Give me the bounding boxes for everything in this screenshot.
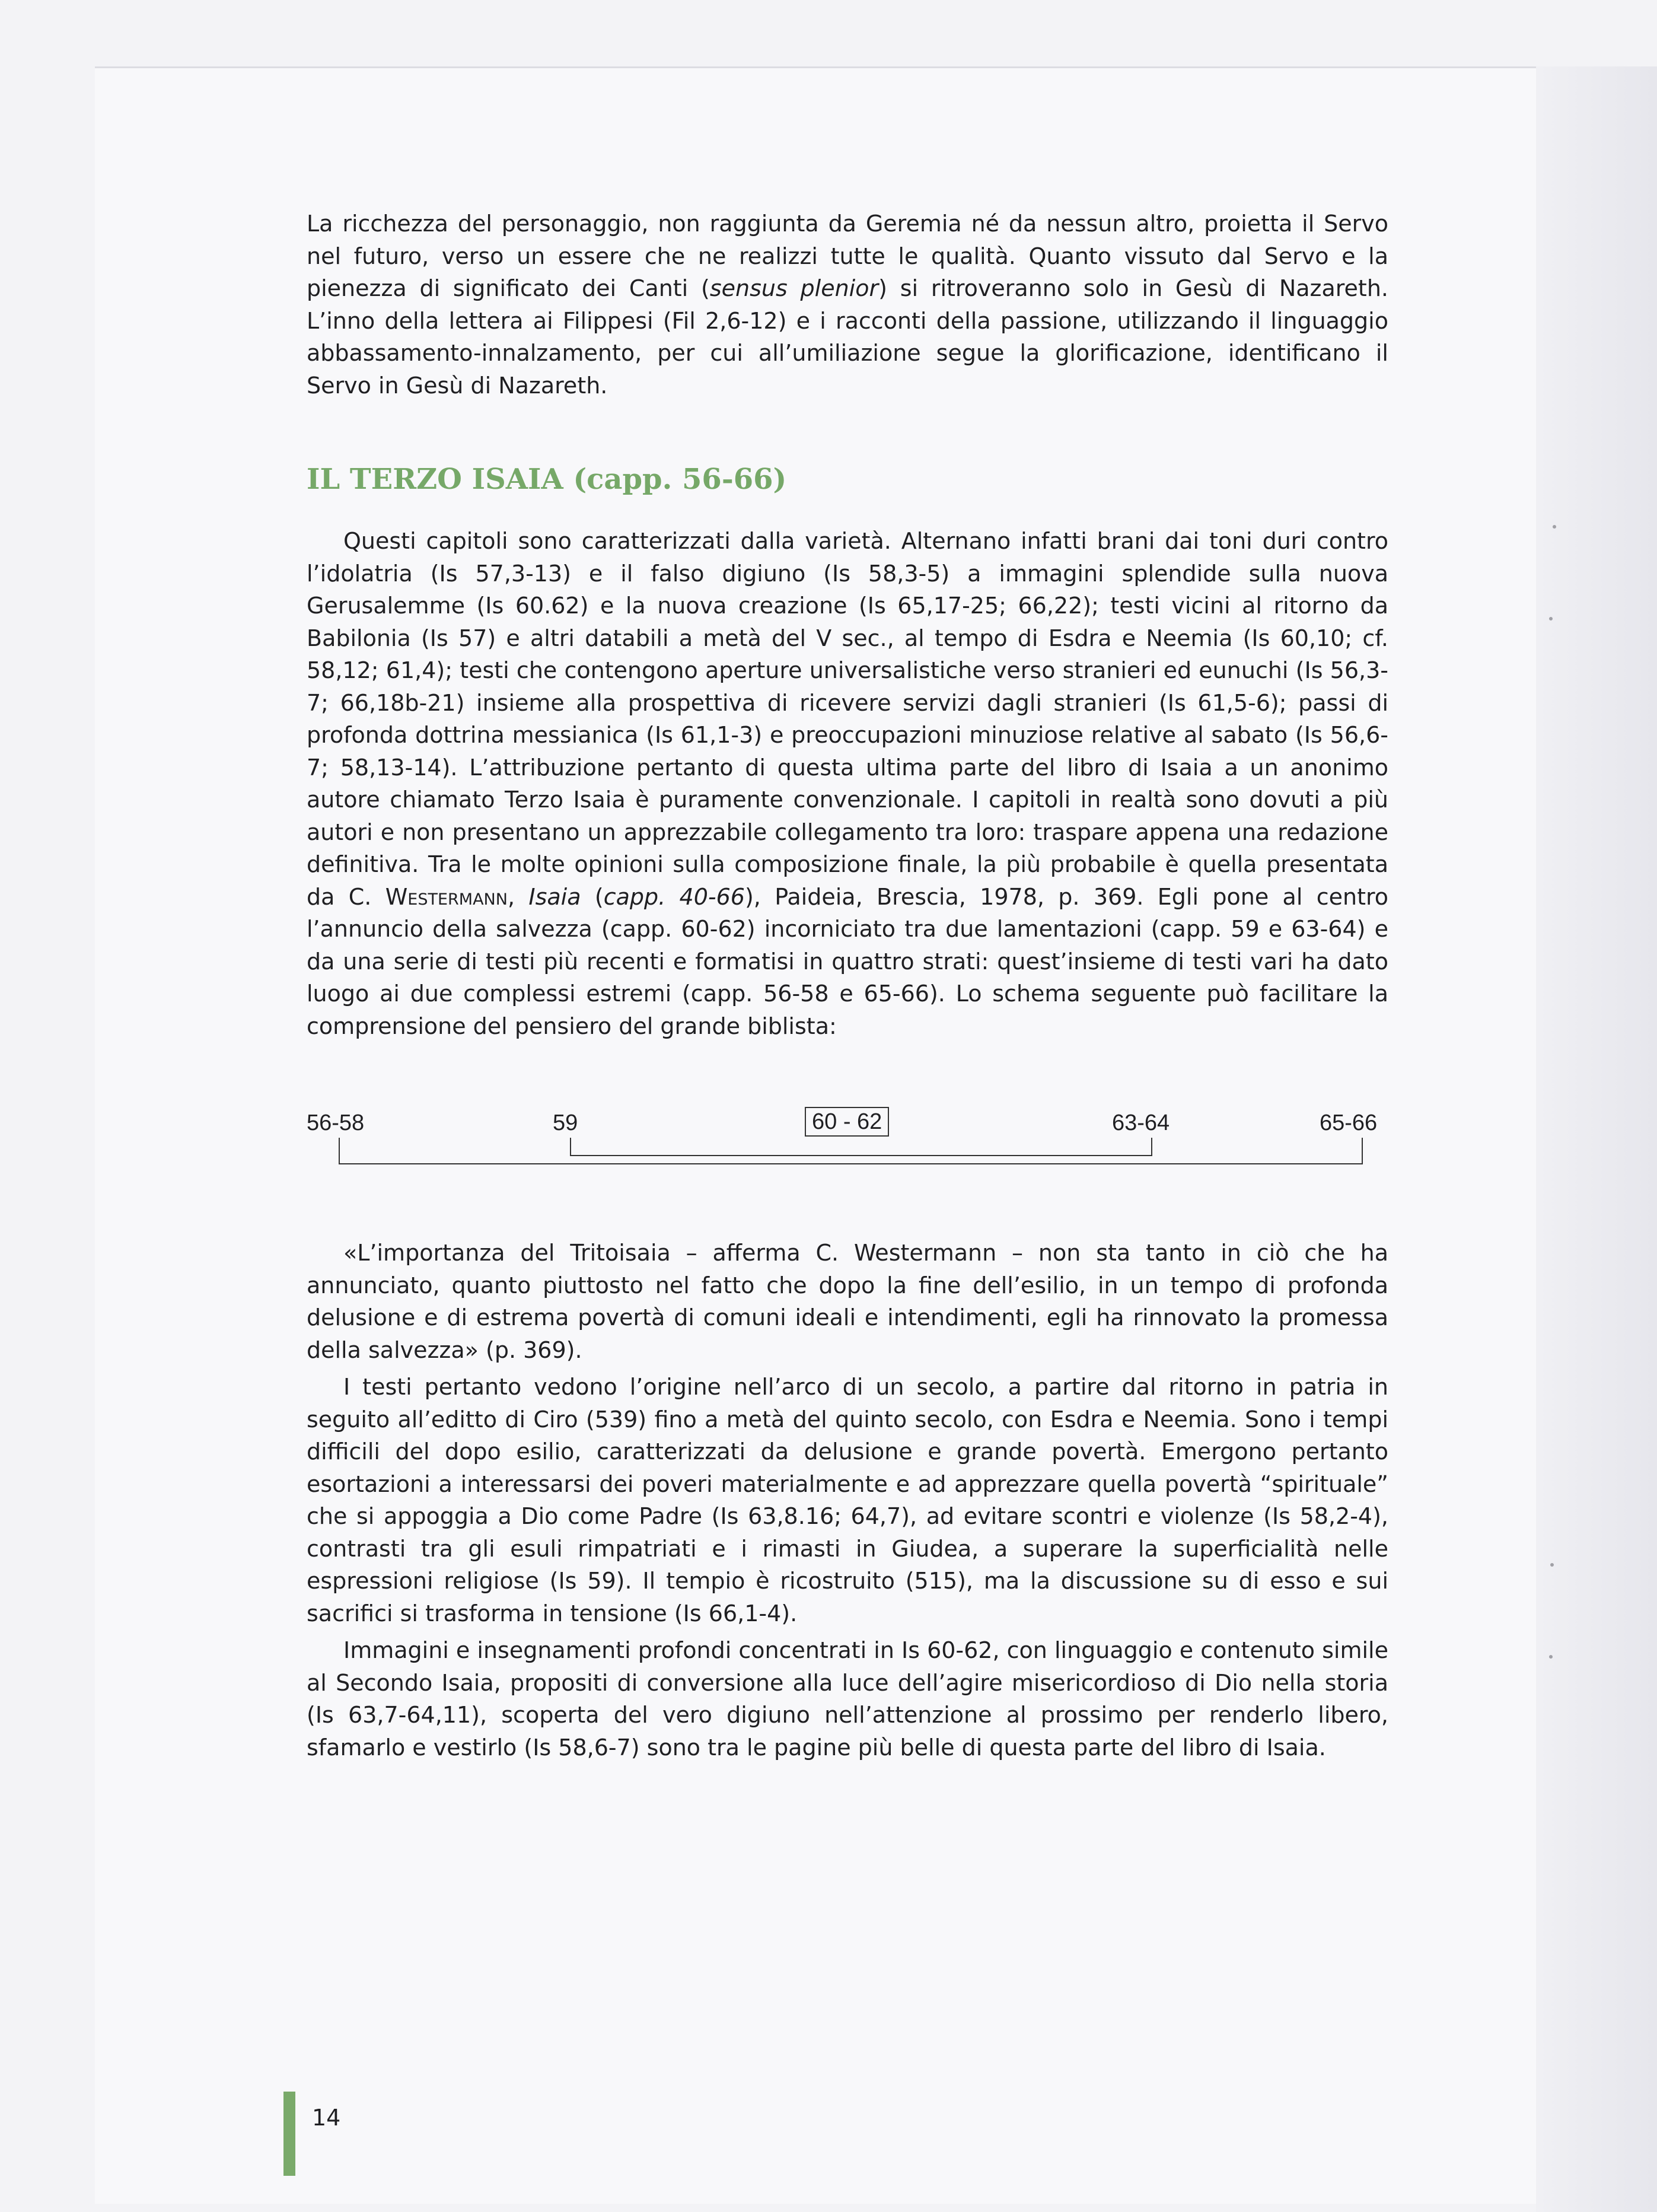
inner-bracket	[571, 1138, 1152, 1156]
section-title: IL TERZO ISAIA (capp. 56-66)	[307, 463, 787, 496]
page-curl-shadow	[1536, 66, 1657, 2212]
page-number: 14	[312, 2105, 341, 2131]
body-section-2	[307, 1237, 1388, 1764]
scan-dot	[1549, 1655, 1553, 1659]
schema-label-63-64: 63-64	[1112, 1110, 1170, 1135]
page-number-bar	[283, 2092, 295, 2176]
body-paragraph-1	[307, 525, 1388, 1042]
schema-label-65-66: 65-66	[1320, 1110, 1378, 1135]
schema-label-56-58: 56-58	[307, 1110, 365, 1135]
chapter-schema	[307, 1109, 1388, 1175]
intro-italic-term: sensus plenior	[709, 275, 879, 301]
scan-dot	[1549, 617, 1553, 620]
body1-sep-1: ,	[507, 883, 529, 910]
body-paragraph-2: I testi pertanto vedono l’origine nell’arco di un secolo, a partire dal ritorno in patria in seguito all’editto di Ciro (539) fino a metà del quinto secolo, con Esdra e Neemia. Sono i tempi difficili del dopo esilio, caratterizzati da delusione e grande povertà. Emergono pertanto esortazioni a interessarsi dei poveri materialmente e ad apprezzare quella povertà “spirituale” che si appoggia a Dio come Padre (Is 63,8.16; 64,7), ad evitare scontri e violenze (Is 58,2-4), contrasti tra gli esuli rimpatriati e i rimasti in Giudea, a superare la superficialità nelle espressioni religiose (Is 59). Il tempio è ricostruito (515), ma la discussione su di esso e sui sacrifici si trasforma in tensione (Is 66,1-4).	[307, 1374, 1388, 1627]
book-title: Isaia	[528, 883, 581, 910]
body-paragraph-3: Immagini e insegnamenti profondi concentrati in Is 60-62, con linguaggio e contenuto simile al Secondo Isaia, propositi di conversione alla luce dell’agire misericordioso di Dio nella storia (Is 63,7-64,11), scoperta del vero digiuno nell’attenzione al prossimo per renderlo libero, sfamarlo e vestirlo (Is 58,6-7) sono tra le pagine più belle di questa parte del libro di Isaia.	[307, 1637, 1388, 1761]
schema-label-59: 59	[553, 1110, 578, 1135]
body1-text-a: Questi capitoli sono caratterizzati dalla varietà. Alternano infatti brani dai toni duri contro l’idolatria (Is 57,3-13) e il falso digiuno (Is 58,3-5) a immagini splendide sulla nuova Gerusalemme (Is 60.62) e la nuova creazione (Is 65,17-25; 66,22); testi vicini al ritorno da Babilonia (Is 57) e altri databili a metà del V sec., al tempo di Esdra e Neemia (Is 60,10; cf. 58,12; 61,4); testi che contengono aperture universalistiche verso stranieri ed eunuchi (Is 56,3-7; 66,18b-21) insieme alla prospettiva di ricevere servizi dagli stranieri (Is 61,5-6); passi di profonda dottrina messianica (Is 61,1-3) e preoccupazioni minuziose relative al sabato (Is 56,6-7; 58,13-14). L’attribuzione pertanto di questa ultima parte del libro di Isaia a un anonimo autore chiamato Terzo Isaia è puramente convenzionale. I capitoli in realtà sono dovuti a più autori e non presentano un apprezzabile collegamento tra loro: traspare appena una redazione definitiva. Tra le molte opinioni sulla composizione finale, la più probabile è quella presentata da C.	[307, 528, 1388, 910]
body1-sep-2: (	[581, 883, 604, 910]
intro-paragraph	[307, 208, 1388, 402]
body1-text-b: ), Paideia, Brescia, 1978, p. 369. Egli pone al centro l’annuncio della salvezza (capp. 60-62) incorniciato tra due lamentazioni (capp. 59 e 63-64) e da una serie di testi più recenti e formatisi in quattro strati: quest’insieme di testi vari ha dato luogo ai due complessi estremi (capp. 56-58 e 65-66). Lo schema seguente può facilitare la comprensione del pensiero del grande biblista:	[307, 883, 1389, 1039]
schema-label-60-62: 60 - 62	[805, 1107, 889, 1137]
scan-dot	[1553, 525, 1556, 529]
book-chapters: capp. 40-66	[603, 883, 745, 910]
author-name: Westermann	[385, 883, 508, 910]
intro-text-1: La ricchezza del personaggio, non raggiunta da Geremia né da nessun altro, proietta il Servo nel futuro, verso un essere che ne realizzi tutte le qualità. Quanto vissuto dal Servo e la pienezza di significato dei Canti (	[307, 211, 1388, 301]
intro-text-2: ) si ritroveranno solo in Gesù di Nazareth. L’inno della lettera ai Filippesi (Fil 2,6-12) e i racconti della passione, utilizzando il linguaggio abbassamento-innalzamento, per cui all’umiliazione segue la glorificazione, identificano il Servo in Gesù di Nazareth.	[307, 275, 1388, 399]
outer-bracket	[339, 1138, 1362, 1164]
scan-dot	[1550, 1563, 1554, 1567]
quote-paragraph: «L’importanza del Tritoisaia – afferma C. Westermann – non sta tanto in ciò che ha annunciato, quanto piuttosto nel fatto che dopo la fine dell’esilio, in un tempo di profonda delusione e di estrema povertà di comuni ideali e intendimenti, egli ha rinnovato la promessa della salvezza» (p. 369).	[307, 1240, 1388, 1363]
